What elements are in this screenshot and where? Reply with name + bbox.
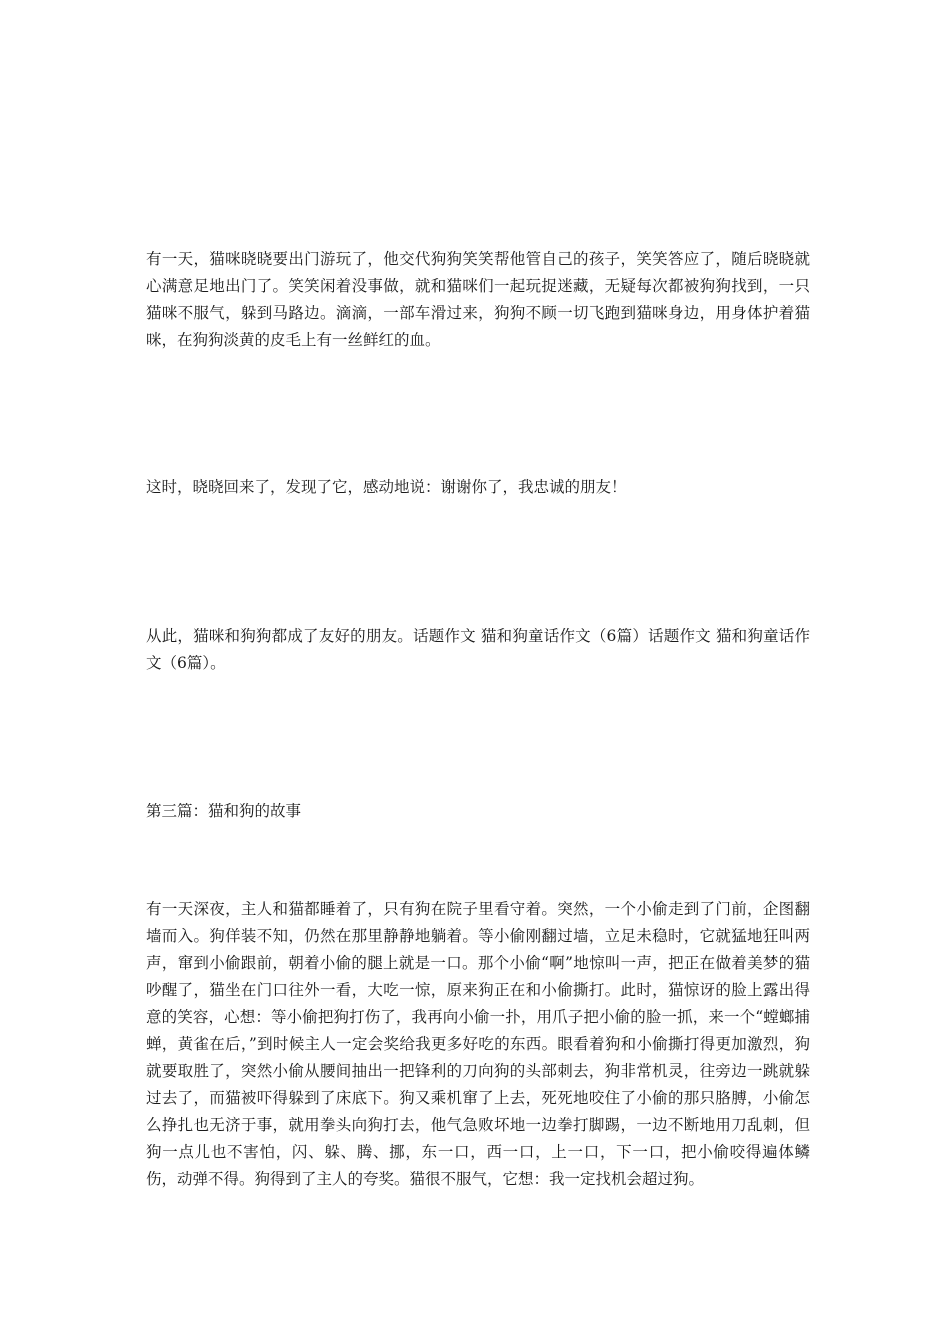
- paragraph-xiaoxiao-returns: 这时，晓晓回来了，发现了它，感动地说：谢谢你了，我忠诚的朋友！: [146, 478, 627, 496]
- paragraph-story-opening: 有一天，猫咪晓晓要出门游玩了，他交代狗狗笑笑帮他管自己的孩子，笑笑答应了，随后晓晓就心满意足地出门了。笑笑闲着没事做，就和猫咪们一起玩捉迷藏，无疑每次都被狗狗找到，一只猫咪不服气，躲到马路边。滴滴，一部车滑过来，狗狗不顾一切飞跑到猫咪身边，用身体护着猫咪，在狗狗淡黄的皮毛上有一丝鲜红的血。: [146, 250, 810, 349]
- paragraph-friends-ending: 从此，猫咪和狗狗都成了友好的朋友。话题作文 猫和狗童话作文（6篇）话题作文 猫和狗童话作文（6篇）。: [146, 627, 810, 672]
- section-heading-third-story: 第三篇：猫和狗的故事: [146, 802, 302, 820]
- paragraph-thief-story: 有一天深夜，主人和猫都睡着了，只有狗在院子里看守着。突然，一个小偷走到了门前，企图翻墙而入。狗佯装不知，仍然在那里静静地躺着。等小偷刚翻过墙，立足未稳时，它就猛地狂叫两声，窜到小偷跟前，朝着小偷的腿上就是一口。那个小偷“啊”地惊叫一声，把正在做着美梦的猫吵醒了，猫坐在门口往外一看，大吃一惊，原来狗正在和小偷撕打。此时，猫惊讶的脸上露出得意的笑容，心想：等小偷把狗打伤了，我再向小偷一扑，用爪子把小偷的脸一抓，来一个“螳螂捕蝉，黄雀在后，”到时候主人一定会奖给我更多好吃的东西。眼看着狗和小偷撕打得更加激烈，狗就要取胜了，突然小偷从腰间抽出一把锋利的刀向狗的头部刺去，狗非常机灵，往旁边一跳就躲过去了，而猫被吓得躲到了床底下。狗又乘机窜了上去，死死地咬住了小偷的那只胳膊，小偷怎么挣扎也无济于事，就用拳头向狗打去，他气急败坏地一边拳打脚踢，一边不断地用刀乱刺，但狗一点儿也不害怕，闪、躲、腾、挪，东一口，西一口，上一口，下一口，把小偷咬得遍体鳞伤，动弹不得。狗得到了主人的夸奖。猫很不服气，它想：我一定找机会超过狗。: [146, 900, 810, 1188]
